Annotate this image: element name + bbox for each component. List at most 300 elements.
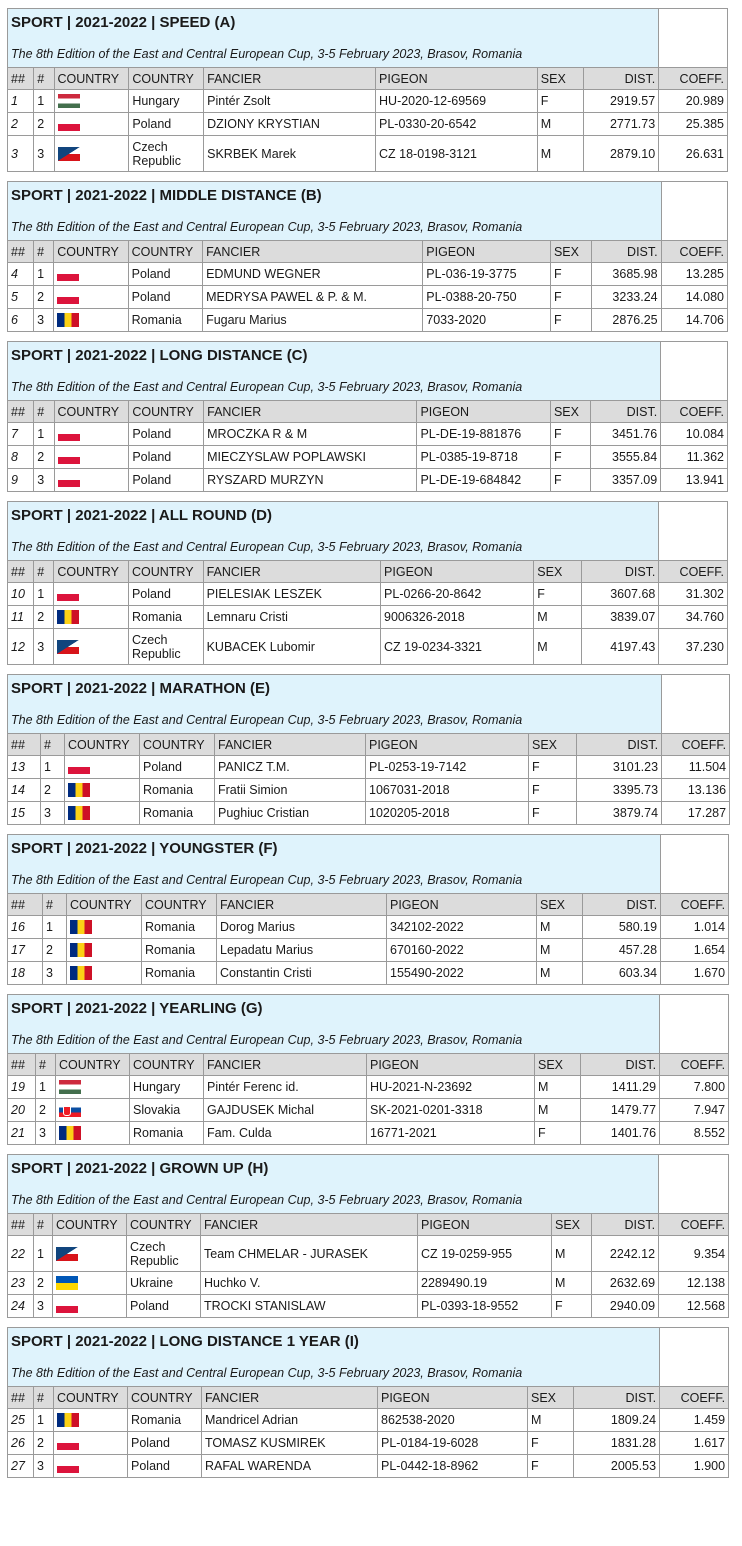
column-header: FANCIER — [201, 1214, 418, 1236]
coefficient: 13.285 — [661, 263, 727, 286]
overall-number: 8 — [8, 446, 34, 469]
coefficient: 11.362 — [661, 446, 728, 469]
table-row — [8, 756, 730, 779]
flag-cell — [67, 939, 142, 962]
fancier: Team CHMELAR - JURASEK — [201, 1236, 418, 1272]
table-row — [8, 802, 730, 825]
country: Romania — [142, 916, 217, 939]
column-header: COUNTRY — [129, 401, 204, 423]
overall-number: 26 — [8, 1432, 34, 1455]
rank: 3 — [34, 309, 54, 332]
flag-cell — [54, 286, 128, 309]
fancier: Fratii Simion — [215, 779, 366, 802]
rank: 2 — [34, 286, 54, 309]
column-header: PIGEON — [366, 734, 529, 756]
column-header: COUNTRY — [53, 1214, 127, 1236]
results-table — [7, 994, 729, 1145]
table-row — [8, 469, 728, 492]
column-header: # — [34, 68, 54, 90]
distance: 3879.74 — [577, 802, 662, 825]
fancier: Constantin Cristi — [217, 962, 387, 985]
overall-number: 24 — [8, 1295, 34, 1318]
country: Poland — [128, 286, 202, 309]
pigeon-id: HU-2021-N-23692 — [367, 1076, 535, 1099]
flag-czech-republic-icon — [56, 1247, 78, 1261]
overall-number: 2 — [8, 113, 34, 136]
flag-cell — [54, 90, 129, 113]
fancier: TOMASZ KUSMIREK — [202, 1432, 378, 1455]
country: Poland — [129, 423, 204, 446]
column-header: DIST. — [592, 1214, 659, 1236]
header-row — [8, 401, 728, 423]
fancier: RYSZARD MURZYN — [204, 469, 417, 492]
event-subtitle: The 8th Edition of the East and Central European Cup, 3-5 February 2023, Brasov, Romania — [11, 47, 523, 61]
pigeon-id: PL-0388-20-750 — [423, 286, 551, 309]
sex: F — [529, 779, 577, 802]
column-header: DIST. — [574, 1387, 660, 1409]
flag-cell — [54, 113, 129, 136]
table-title-row — [8, 502, 728, 561]
header-row — [8, 561, 728, 583]
blank-corner-cell — [661, 342, 728, 401]
overall-number: 17 — [8, 939, 43, 962]
flag-poland-icon — [68, 760, 90, 774]
coefficient: 13.136 — [662, 779, 730, 802]
overall-number: 3 — [8, 136, 34, 172]
sex: F — [550, 263, 591, 286]
pigeon-id: 342102-2022 — [387, 916, 537, 939]
column-header: # — [41, 734, 65, 756]
distance: 3607.68 — [581, 583, 659, 606]
coefficient: 7.947 — [660, 1099, 729, 1122]
overall-number: 25 — [8, 1409, 34, 1432]
flag-ukraine-icon — [56, 1276, 78, 1290]
flag-cell — [65, 802, 140, 825]
column-header: FANCIER — [204, 401, 417, 423]
table-row — [8, 309, 728, 332]
results-table-marathon-e — [7, 674, 730, 825]
flag-romania-icon — [70, 966, 92, 980]
overall-number: 13 — [8, 756, 41, 779]
header-row — [8, 1214, 729, 1236]
table-row — [8, 939, 729, 962]
coefficient: 12.568 — [659, 1295, 729, 1318]
sex: F — [529, 802, 577, 825]
column-header: SEX — [537, 894, 583, 916]
event-subtitle: The 8th Edition of the East and Central European Cup, 3-5 February 2023, Brasov, Romania — [11, 1366, 523, 1380]
rank: 2 — [43, 939, 67, 962]
rank: 3 — [41, 802, 65, 825]
flag-poland-icon — [56, 1299, 78, 1313]
column-header: SEX — [535, 1054, 581, 1076]
results-table-long-distance-1-year-i — [7, 1327, 730, 1478]
event-subtitle: The 8th Edition of the East and Central European Cup, 3-5 February 2023, Brasov, Romania — [11, 1033, 523, 1047]
country: Romania — [128, 309, 202, 332]
section-title: SPORT | 2021-2022 | LONG DISTANCE 1 YEAR (I) — [11, 1333, 359, 1350]
column-header: COUNTRY — [54, 1387, 128, 1409]
column-header: PIGEON — [417, 401, 550, 423]
coefficient: 8.552 — [660, 1122, 729, 1145]
country: Hungary — [130, 1076, 204, 1099]
sex: F — [550, 423, 590, 446]
flag-cell — [54, 136, 129, 172]
table-title-cell — [8, 675, 662, 734]
overall-number: 5 — [8, 286, 34, 309]
table-row — [8, 583, 728, 606]
column-header: SEX — [550, 401, 590, 423]
column-header: COUNTRY — [54, 561, 129, 583]
country: Poland — [129, 469, 204, 492]
overall-number: 9 — [8, 469, 34, 492]
column-header: SEX — [550, 241, 591, 263]
column-header: PIGEON — [387, 894, 537, 916]
coefficient: 37.230 — [659, 629, 728, 665]
column-header: ## — [8, 1054, 36, 1076]
column-header: ## — [8, 894, 43, 916]
pigeon-id: SK-2021-0201-3318 — [367, 1099, 535, 1122]
overall-number: 7 — [8, 423, 34, 446]
section-title: SPORT | 2021-2022 | YEARLING (G) — [11, 1000, 263, 1017]
column-header: COUNTRY — [54, 241, 128, 263]
sex: F — [529, 756, 577, 779]
pigeon-id: PL-0385-19-8718 — [417, 446, 550, 469]
flag-romania-icon — [68, 783, 90, 797]
column-header: COUNTRY — [129, 68, 204, 90]
flag-cell — [53, 1295, 127, 1318]
table-row — [8, 113, 728, 136]
coefficient: 10.084 — [661, 423, 728, 446]
pigeon-id: 862538-2020 — [378, 1409, 528, 1432]
flag-cell — [53, 1272, 127, 1295]
flag-romania-icon — [57, 1413, 79, 1427]
flag-cell — [54, 1432, 128, 1455]
column-header: SEX — [528, 1387, 574, 1409]
country: Romania — [128, 1409, 202, 1432]
rank: 3 — [34, 469, 54, 492]
distance: 1411.29 — [581, 1076, 660, 1099]
overall-number: 22 — [8, 1236, 34, 1272]
results-table-yearling-g — [7, 994, 730, 1145]
rank: 2 — [41, 779, 65, 802]
country: Poland — [140, 756, 215, 779]
flag-romania-icon — [57, 610, 79, 624]
results-table-grown-up-h — [7, 1154, 730, 1318]
table-row — [8, 962, 729, 985]
fancier: Huchko V. — [201, 1272, 418, 1295]
country: Ukraine — [127, 1272, 201, 1295]
pigeon-id: PL-0330-20-6542 — [376, 113, 538, 136]
overall-number: 1 — [8, 90, 34, 113]
flag-cell — [65, 756, 140, 779]
flag-cell — [56, 1076, 130, 1099]
column-header: DIST. — [577, 734, 662, 756]
distance: 3233.24 — [592, 286, 661, 309]
overall-number: 20 — [8, 1099, 36, 1122]
coefficient: 1.900 — [660, 1455, 729, 1478]
column-header: PIGEON — [418, 1214, 552, 1236]
table-title-row — [8, 1328, 729, 1387]
rank: 1 — [43, 916, 67, 939]
event-subtitle: The 8th Edition of the East and Central European Cup, 3-5 February 2023, Brasov, Romania — [11, 220, 523, 234]
coefficient: 25.385 — [659, 113, 728, 136]
flag-cell — [54, 309, 128, 332]
flag-cell — [56, 1122, 130, 1145]
sex: F — [550, 446, 590, 469]
section-title: SPORT | 2021-2022 | GROWN UP (H) — [11, 1160, 269, 1177]
fancier: DZIONY KRYSTIAN — [204, 113, 376, 136]
column-header: COUNTRY — [67, 894, 142, 916]
fancier: Pintér Ferenc id. — [204, 1076, 367, 1099]
country: Romania — [142, 939, 217, 962]
flag-romania-icon — [57, 313, 79, 327]
flag-poland-icon — [57, 290, 79, 304]
coefficient: 34.760 — [659, 606, 728, 629]
results-table — [7, 674, 730, 825]
flag-cell — [53, 1236, 127, 1272]
coefficient: 31.302 — [659, 583, 728, 606]
flag-cell — [54, 1409, 128, 1432]
table-row — [8, 90, 728, 113]
sex: F — [550, 286, 591, 309]
distance: 1401.76 — [581, 1122, 660, 1145]
distance: 2771.73 — [584, 113, 659, 136]
table-title-cell — [8, 835, 661, 894]
fancier: Lemnaru Cristi — [203, 606, 380, 629]
pigeon-id: PL-0393-18-9552 — [418, 1295, 552, 1318]
column-header: COEFF. — [659, 561, 728, 583]
coefficient: 20.989 — [659, 90, 728, 113]
column-header: DIST. — [592, 241, 661, 263]
fancier: Pughiuc Cristian — [215, 802, 366, 825]
distance: 2876.25 — [592, 309, 661, 332]
fancier: Fugaru Marius — [203, 309, 423, 332]
table-row — [8, 1295, 729, 1318]
results-table-middle-distance-b — [7, 181, 730, 332]
table-row — [8, 1455, 729, 1478]
rank: 1 — [34, 263, 54, 286]
distance: 580.19 — [583, 916, 661, 939]
country: Romania — [140, 802, 215, 825]
section-title: SPORT | 2021-2022 | ALL ROUND (D) — [11, 507, 272, 524]
overall-number: 16 — [8, 916, 43, 939]
sex: M — [552, 1236, 592, 1272]
header-row — [8, 1054, 729, 1076]
rank: 1 — [36, 1076, 56, 1099]
flag-romania-icon — [70, 943, 92, 957]
sex: M — [537, 136, 584, 172]
flag-cell — [56, 1099, 130, 1122]
distance: 603.34 — [583, 962, 661, 985]
column-header: COUNTRY — [128, 561, 203, 583]
column-header: DIST. — [581, 1054, 660, 1076]
results-table — [7, 181, 728, 332]
table-row — [8, 779, 730, 802]
rank: 2 — [34, 446, 54, 469]
fancier: RAFAL WARENDA — [202, 1455, 378, 1478]
table-row — [8, 136, 728, 172]
country: Hungary — [129, 90, 204, 113]
table-title-cell — [8, 1155, 659, 1214]
rank: 1 — [34, 423, 54, 446]
fancier: Lepadatu Marius — [217, 939, 387, 962]
column-header: ## — [8, 734, 41, 756]
column-header: COEFF. — [661, 894, 729, 916]
table-title-row — [8, 995, 729, 1054]
distance: 2005.53 — [574, 1455, 660, 1478]
column-header: COUNTRY — [130, 1054, 204, 1076]
country: Romania — [142, 962, 217, 985]
table-row — [8, 1076, 729, 1099]
column-header: COUNTRY — [128, 241, 202, 263]
column-header: FANCIER — [215, 734, 366, 756]
rank: 3 — [34, 1455, 54, 1478]
flag-cell — [54, 263, 128, 286]
column-header: ## — [8, 1214, 34, 1236]
section-title: SPORT | 2021-2022 | MARATHON (E) — [11, 680, 271, 697]
sex: M — [535, 1076, 581, 1099]
rank: 3 — [34, 1295, 53, 1318]
country: Poland — [128, 263, 202, 286]
column-header: FANCIER — [204, 1054, 367, 1076]
rank: 2 — [34, 606, 54, 629]
flag-poland-icon — [57, 1459, 79, 1473]
event-subtitle: The 8th Edition of the East and Central European Cup, 3-5 February 2023, Brasov, Romania — [11, 873, 523, 887]
column-header: COEFF. — [660, 1387, 729, 1409]
blank-corner-cell — [659, 502, 728, 561]
fancier: EDMUND WEGNER — [203, 263, 423, 286]
event-subtitle: The 8th Edition of the East and Central European Cup, 3-5 February 2023, Brasov, Romania — [11, 1193, 523, 1207]
overall-number: 10 — [8, 583, 34, 606]
flag-hungary-icon — [59, 1080, 81, 1094]
column-header: PIGEON — [367, 1054, 535, 1076]
sex: F — [550, 469, 590, 492]
column-header: FANCIER — [202, 1387, 378, 1409]
country: Romania — [130, 1122, 204, 1145]
table-title-cell — [8, 1328, 660, 1387]
rank: 2 — [34, 113, 54, 136]
column-header: # — [34, 401, 54, 423]
country: Poland — [128, 1455, 202, 1478]
table-title-row — [8, 182, 728, 241]
coefficient: 11.504 — [662, 756, 730, 779]
column-header: COUNTRY — [142, 894, 217, 916]
flag-cell — [54, 469, 129, 492]
pigeon-id: PL-DE-19-684842 — [417, 469, 550, 492]
coefficient: 1.654 — [661, 939, 729, 962]
pigeon-id: PL-0266-20-8642 — [381, 583, 534, 606]
country: Czech Republic — [129, 136, 204, 172]
column-header: ## — [8, 401, 34, 423]
flag-cell — [54, 446, 129, 469]
flag-poland-icon — [58, 473, 80, 487]
fancier: Mandricel Adrian — [202, 1409, 378, 1432]
column-header: # — [34, 1214, 53, 1236]
header-row — [8, 894, 729, 916]
distance: 2879.10 — [584, 136, 659, 172]
pigeon-id: 155490-2022 — [387, 962, 537, 985]
pigeon-id: 16771-2021 — [367, 1122, 535, 1145]
distance: 457.28 — [583, 939, 661, 962]
pigeon-id: PL-036-19-3775 — [423, 263, 551, 286]
column-header: FANCIER — [203, 561, 380, 583]
column-header: COEFF. — [662, 734, 730, 756]
flag-cell — [54, 1455, 128, 1478]
distance: 3555.84 — [591, 446, 661, 469]
pigeon-id: 7033-2020 — [423, 309, 551, 332]
rank: 2 — [34, 1272, 53, 1295]
coefficient: 1.014 — [661, 916, 729, 939]
flag-poland-icon — [58, 117, 80, 131]
coefficient: 9.354 — [659, 1236, 729, 1272]
pigeon-id: 670160-2022 — [387, 939, 537, 962]
blank-corner-cell — [659, 1155, 729, 1214]
distance: 3101.23 — [577, 756, 662, 779]
rank: 1 — [34, 1409, 54, 1432]
pigeon-id: HU-2020-12-69569 — [376, 90, 538, 113]
table-row — [8, 423, 728, 446]
table-row — [8, 916, 729, 939]
column-header: DIST. — [591, 401, 661, 423]
sex: F — [534, 583, 581, 606]
fancier: Fam. Culda — [204, 1122, 367, 1145]
flag-poland-icon — [57, 1436, 79, 1450]
pigeon-id: PL-DE-19-881876 — [417, 423, 550, 446]
table-row — [8, 1099, 729, 1122]
table-title-row — [8, 835, 729, 894]
rank: 1 — [34, 583, 54, 606]
blank-corner-cell — [659, 9, 728, 68]
sex: F — [535, 1122, 581, 1145]
section-title: SPORT | 2021-2022 | SPEED (A) — [11, 14, 236, 31]
overall-number: 15 — [8, 802, 41, 825]
flag-cell — [54, 423, 129, 446]
column-header: FANCIER — [217, 894, 387, 916]
fancier: MROCZKA R & M — [204, 423, 417, 446]
coefficient: 17.287 — [662, 802, 730, 825]
sex: M — [535, 1099, 581, 1122]
country: Poland — [128, 583, 203, 606]
results-table — [7, 501, 728, 665]
overall-number: 6 — [8, 309, 34, 332]
overall-number: 21 — [8, 1122, 36, 1145]
coefficient: 13.941 — [661, 469, 728, 492]
flag-poland-icon — [57, 587, 79, 601]
column-header: # — [34, 241, 54, 263]
rank: 1 — [34, 90, 54, 113]
sex: M — [537, 962, 583, 985]
country: Poland — [127, 1295, 201, 1318]
flag-romania-icon — [59, 1126, 81, 1140]
flag-romania-icon — [68, 806, 90, 820]
column-header: COUNTRY — [54, 401, 129, 423]
sex: F — [552, 1295, 592, 1318]
results-table — [7, 834, 729, 985]
column-header: COUNTRY — [65, 734, 140, 756]
event-subtitle: The 8th Edition of the East and Central European Cup, 3-5 February 2023, Brasov, Romania — [11, 713, 523, 727]
sex: M — [552, 1272, 592, 1295]
column-header: PIGEON — [381, 561, 534, 583]
fancier: Dorog Marius — [217, 916, 387, 939]
distance: 2919.57 — [584, 90, 659, 113]
column-header: COEFF. — [661, 241, 727, 263]
results-table — [7, 8, 728, 172]
fancier: Pintér Zsolt — [204, 90, 376, 113]
table-title-cell — [8, 342, 661, 401]
overall-number: 18 — [8, 962, 43, 985]
coefficient: 12.138 — [659, 1272, 729, 1295]
column-header: # — [43, 894, 67, 916]
event-subtitle: The 8th Edition of the East and Central European Cup, 3-5 February 2023, Brasov, Romania — [11, 380, 523, 394]
